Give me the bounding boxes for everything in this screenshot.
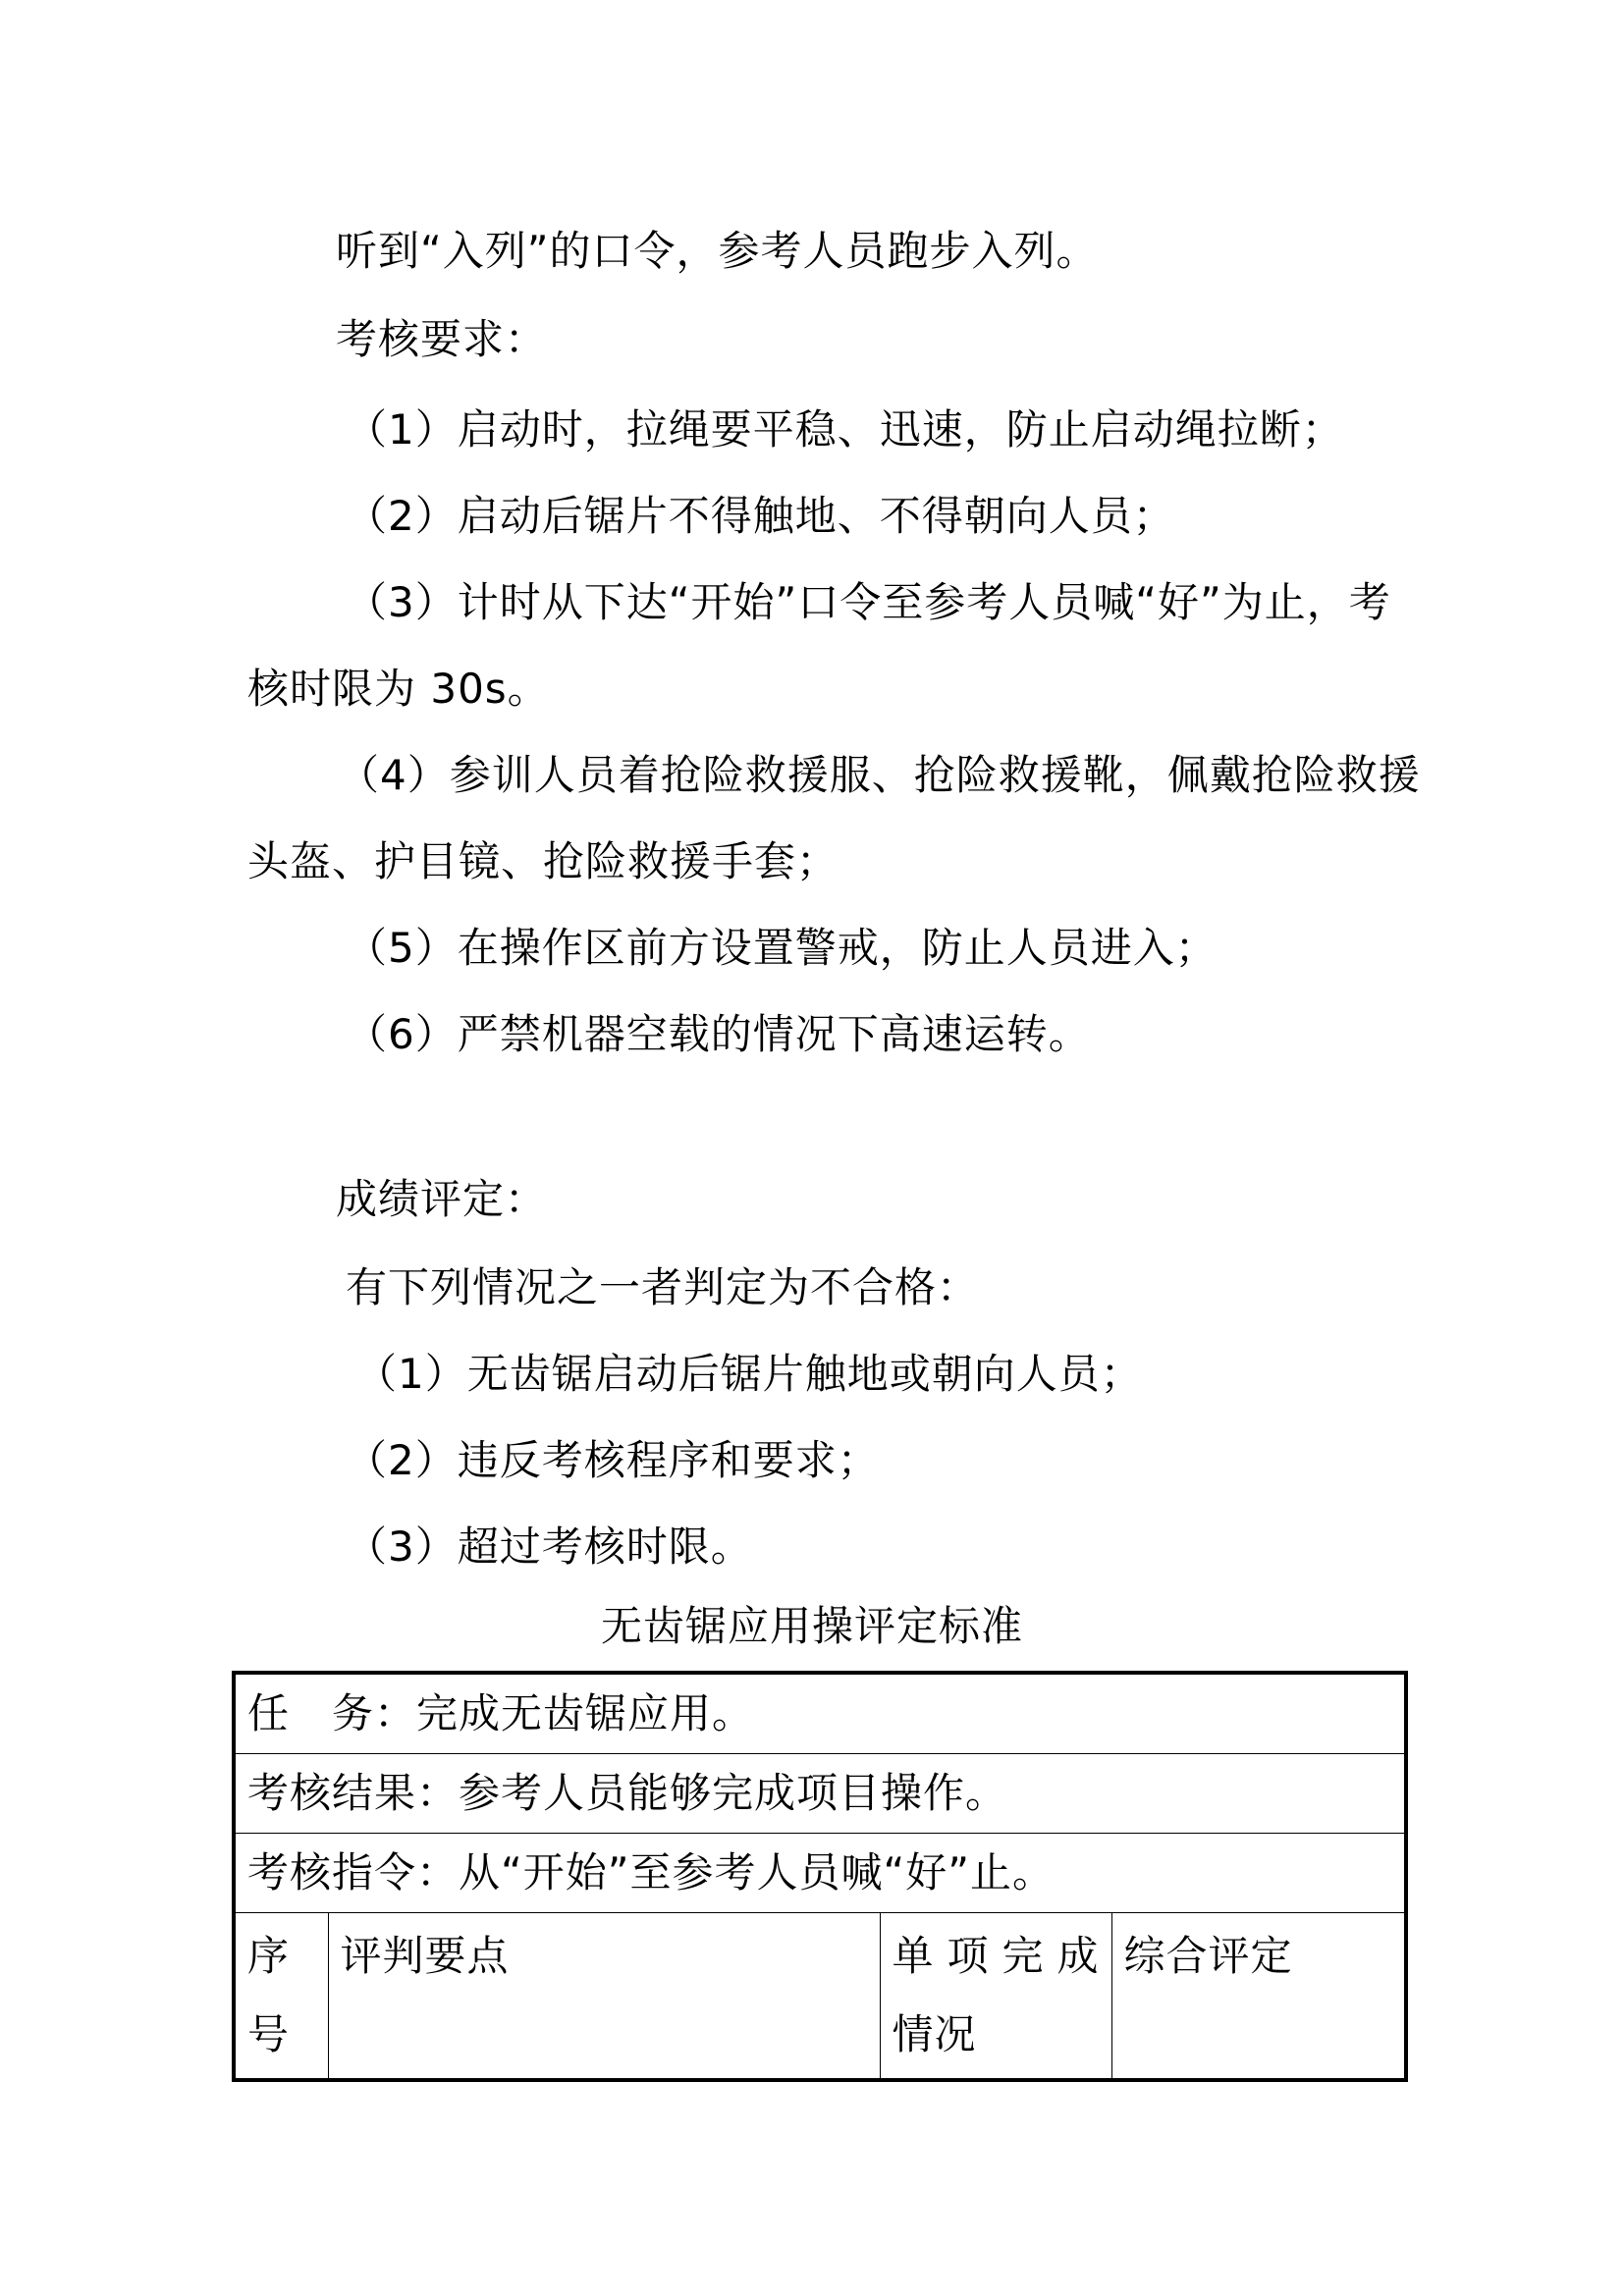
- result-cell: 考核结果：参考人员能够完成项目操作。: [234, 1754, 1406, 1834]
- requirement-item-3-line-1: （3）计时从下达“开始”口令至参考人员喊“好”为止，考: [346, 578, 1391, 626]
- evaluation-item-3: （3）超过考核时限。: [346, 1522, 753, 1571]
- single-completion-header-line-2: 情况: [892, 2010, 977, 2058]
- requirement-item-4-line-2: 头盔、护目镜、抢险救援手套；: [247, 837, 839, 885]
- entry-instruction: 听到“入列”的口令，参考人员跑步入列。: [336, 227, 1099, 275]
- command-cell: 考核指令：从“开始”至参考人员喊“好”止。: [234, 1834, 1406, 1913]
- task-row: [234, 1673, 1406, 1754]
- result-row: [234, 1754, 1406, 1834]
- evaluation-item-1: （1）无齿锯启动后锯片触地或朝向人员；: [355, 1350, 1143, 1398]
- requirement-item-4-line-1: （4）参训人员着抢险救援服、抢险救援靴，佩戴抢险救援: [338, 751, 1421, 799]
- requirement-item-5: （5）在操作区前方设置警戒，防止人员进入；: [346, 924, 1218, 972]
- requirements-heading: 考核要求：: [336, 315, 548, 363]
- single-completion-header-line-1: 单项完成: [892, 1932, 1100, 1980]
- criteria-table: [232, 1671, 1408, 2082]
- requirement-item-2: （2）启动后锯片不得触地、不得朝向人员；: [346, 492, 1175, 540]
- requirement-item-1: （1）启动时，拉绳要平稳、迅速，防止启动绳拉断；: [346, 405, 1344, 454]
- requirement-item-3-line-2: 核时限为 30s。: [247, 665, 550, 713]
- seq-header: [234, 1913, 328, 2081]
- header-row: [234, 1913, 1406, 2081]
- overall-header: 综合评定: [1111, 1913, 1406, 2081]
- seq-header-line-2: 号: [247, 2010, 291, 2058]
- evaluation-heading: 成绩评定：: [336, 1175, 548, 1223]
- requirement-item-6: （6）严禁机器空载的情况下高速运转。: [346, 1010, 1091, 1058]
- seq-header-line-1: 序: [247, 1932, 291, 1980]
- task-cell: 任 务：完成无齿锯应用。: [234, 1673, 1406, 1754]
- evaluation-item-2: （2）违反考核程序和要求；: [346, 1436, 880, 1484]
- table-caption: 无齿锯应用操评定标准: [600, 1602, 1023, 1650]
- single-completion-header: [880, 1913, 1111, 2081]
- command-row: [234, 1834, 1406, 1913]
- points-header: 评判要点: [328, 1913, 880, 2081]
- evaluation-intro: 有下列情况之一者判定为不合格：: [346, 1263, 980, 1311]
